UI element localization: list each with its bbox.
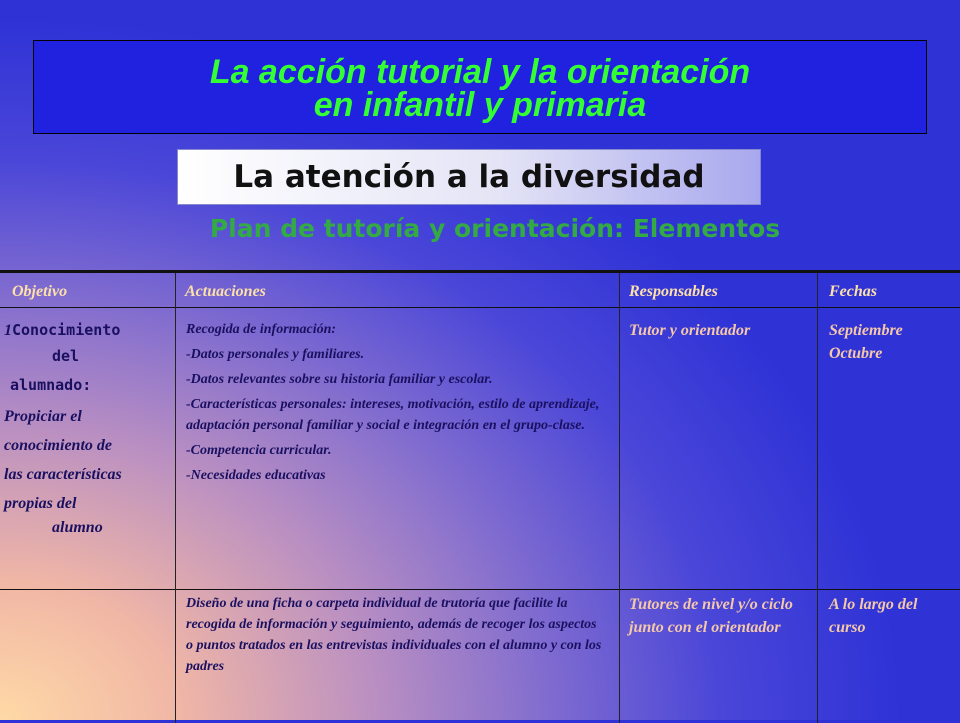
subtitle-box xyxy=(177,149,761,205)
header-responsables: Responsables xyxy=(629,283,718,300)
actuacion-item: -Datos personales y familiares. xyxy=(186,347,365,362)
row-divider xyxy=(0,589,960,590)
row1-actuaciones xyxy=(186,319,606,490)
column-divider-1 xyxy=(175,273,176,723)
objetivo-line-2: del xyxy=(52,347,80,365)
fecha-line-1: Septiembre xyxy=(829,322,903,339)
column-divider-2 xyxy=(619,273,620,723)
actuacion-item: -Características personales: intereses, motivación, estilo de aprendizaje, adaptación personal familiar y social e integración en el grupo-clase. xyxy=(186,397,600,433)
main-title-line-1: La acción tutorial y la orientación xyxy=(209,53,751,91)
actuacion-item: -Competencia curricular. xyxy=(186,443,332,458)
fecha-line-2: Octubre xyxy=(829,345,883,362)
row2-fechas: A lo largo del curso xyxy=(829,596,918,636)
section-heading: Plan de tutoría y orientación: Elementos xyxy=(209,214,781,243)
tutoring-plan-table xyxy=(0,270,960,723)
actuacion-item: -Datos relevantes sobre su historia familiar y escolar. xyxy=(186,372,493,387)
actuacion-item: Recogida de información: xyxy=(186,322,337,337)
main-title-line-2: en infantil y primaria xyxy=(313,86,647,124)
header-divider xyxy=(0,307,960,308)
row1-objetivo xyxy=(4,317,172,538)
objetivo-line-8: alumno xyxy=(52,519,103,536)
header-objetivo: Objetivo xyxy=(12,283,68,300)
main-title-box xyxy=(33,40,927,134)
objetivo-number: 1 xyxy=(4,322,12,339)
row1-responsables: Tutor y orientador xyxy=(629,322,751,339)
objetivo-line-3: alumnado: xyxy=(10,376,92,394)
actuacion-item: -Necesidades educativas xyxy=(186,468,326,483)
subtitle-text: La atención a la diversidad xyxy=(233,159,705,195)
objetivo-line-6: las características xyxy=(4,466,122,483)
column-divider-3 xyxy=(817,273,818,723)
row2-responsables: Tutores de nivel y/o ciclo junto con el orientador xyxy=(629,596,793,636)
header-actuaciones: Actuaciones xyxy=(185,283,266,300)
objetivo-line-7: propias del xyxy=(4,495,77,512)
row1-fechas xyxy=(829,319,957,365)
objetivo-line-5: conocimiento de xyxy=(4,437,112,454)
objetivo-title: Conocimiento xyxy=(12,321,121,339)
objetivo-line-4: Propiciar el xyxy=(4,408,82,425)
header-fechas: Fechas xyxy=(829,283,877,300)
row2-actuaciones: Diseño de una ficha o carpeta individual de trutoría que facilite la recogida de información y seguimiento, además de recoger los aspectos o puntos tratados en las entrevistas individuales con el alumno y con los padres xyxy=(186,596,602,674)
